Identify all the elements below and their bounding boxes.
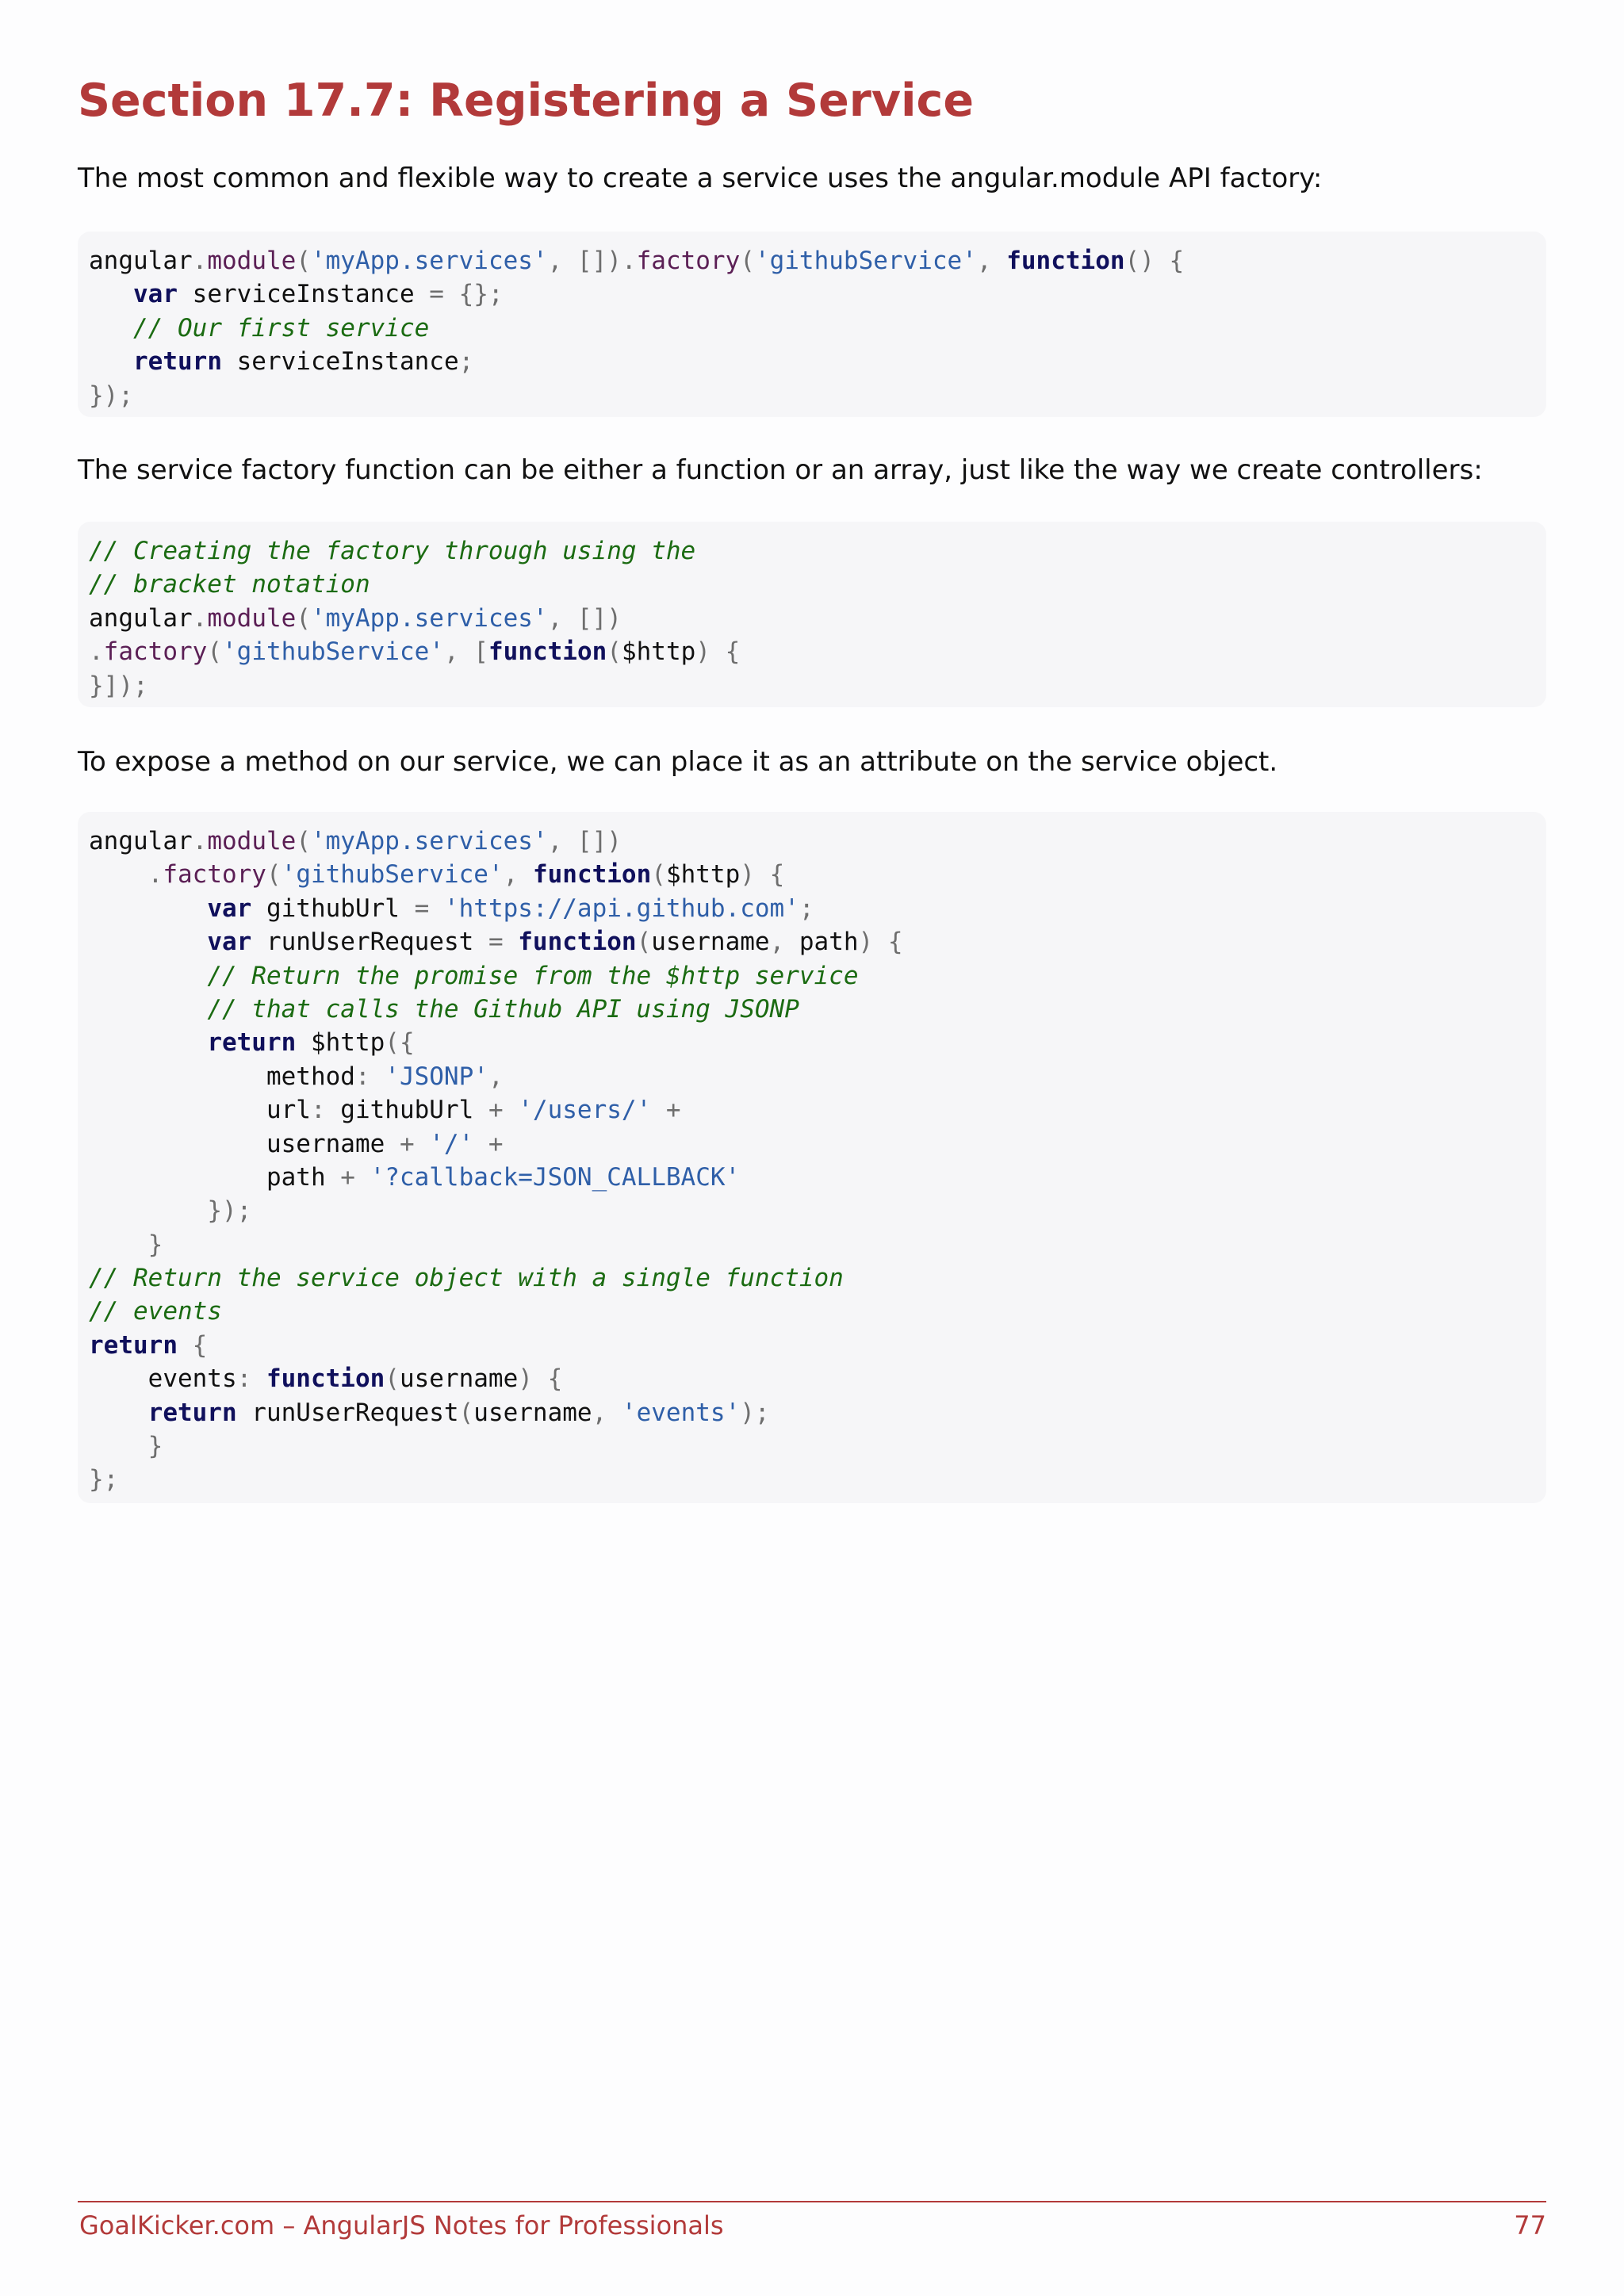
code-token: username xyxy=(473,1398,592,1427)
code-line xyxy=(89,669,1546,702)
footer-divider xyxy=(78,2201,1546,2202)
code-token xyxy=(89,962,207,990)
code-token: . xyxy=(192,827,208,855)
code-token: 'myApp.services' xyxy=(310,603,548,633)
paragraph-array-notation: The service factory function can be either a function or an array, just like the way we create controllers: xyxy=(78,454,1483,486)
code-token: 'events' xyxy=(621,1398,741,1427)
code-line xyxy=(89,1463,1546,1496)
code-line xyxy=(89,925,1546,959)
code-token: , xyxy=(976,247,1007,275)
code-line xyxy=(89,1228,1546,1261)
code-token: , xyxy=(769,928,799,957)
code-token: // Creating the factory through using the xyxy=(89,537,696,565)
code-line xyxy=(89,1329,1546,1362)
code-token xyxy=(89,1028,207,1057)
code-token: username xyxy=(89,1129,400,1158)
code-listing xyxy=(89,534,1546,702)
code-token xyxy=(89,1230,148,1259)
code-token: , []) xyxy=(547,603,622,633)
code-token: '?callback=JSON_CALLBACK' xyxy=(370,1162,741,1192)
code-line xyxy=(89,1127,1546,1161)
code-token: serviceInstance xyxy=(178,280,430,309)
code-token: }); xyxy=(207,1196,252,1226)
code-token: factory xyxy=(163,860,266,890)
code-token: // Return the promise from the $http service xyxy=(207,961,859,990)
code-token xyxy=(89,280,133,308)
code-token: username xyxy=(399,1364,519,1394)
code-line xyxy=(89,825,1546,858)
code-token: 'githubService' xyxy=(754,247,977,275)
code-token xyxy=(89,860,148,889)
code-line xyxy=(89,1093,1546,1127)
code-token: githubUrl xyxy=(340,1096,488,1125)
code-token: // Return the service object with a single function xyxy=(89,1264,844,1293)
code-token: return xyxy=(89,1330,178,1360)
code-token: 'githubService' xyxy=(281,860,504,890)
code-token: . xyxy=(192,247,208,275)
code-line xyxy=(89,1429,1546,1463)
code-token: { xyxy=(177,1330,208,1360)
code-token: , xyxy=(592,1398,622,1427)
code-token: ). xyxy=(607,247,637,275)
code-token: $http xyxy=(296,1028,385,1058)
code-token: $http xyxy=(665,860,741,890)
code-line xyxy=(89,244,1546,277)
code-token: = {}; xyxy=(429,280,504,309)
code-token: module xyxy=(207,603,297,633)
code-token: username xyxy=(651,928,770,957)
code-line xyxy=(89,277,1546,311)
code-token xyxy=(89,347,133,376)
code-token: // events xyxy=(89,1297,222,1326)
code-line xyxy=(89,534,1546,568)
code-token: function xyxy=(518,928,637,957)
code-token: module xyxy=(207,247,297,275)
code-token: module xyxy=(207,827,297,855)
code-token: url xyxy=(89,1096,311,1125)
code-token: factory xyxy=(636,247,741,275)
code-token: path xyxy=(799,928,859,957)
code-token: ( xyxy=(740,247,755,275)
code-listing xyxy=(89,244,1546,412)
code-token: , [] xyxy=(547,247,607,275)
code-token: ( xyxy=(385,1364,400,1394)
code-line xyxy=(89,892,1546,925)
code-token: ( xyxy=(207,637,222,667)
code-token: }; xyxy=(89,1465,119,1494)
paragraph-expose-method: To expose a method on our service, we can place it as an attribute on the service object. xyxy=(78,746,1278,778)
code-token: + xyxy=(651,1096,681,1125)
code-token: 'myApp.services' xyxy=(310,827,548,855)
code-token: 'githubService' xyxy=(222,637,444,667)
code-token: runUserRequest xyxy=(236,1398,459,1427)
code-token: ; xyxy=(458,347,474,377)
code-token: . xyxy=(147,860,163,890)
code-token: return xyxy=(133,347,222,377)
code-token: . xyxy=(192,603,208,633)
code-token: , [ xyxy=(443,637,488,667)
code-token xyxy=(89,894,207,923)
code-token: // bracket notation xyxy=(89,570,370,599)
code-token: serviceInstance xyxy=(221,347,459,377)
code-token: events xyxy=(89,1364,237,1394)
code-token: ( xyxy=(607,637,622,667)
footer-source: GoalKicker.com – AngularJS Notes for Professionals xyxy=(79,2210,724,2241)
code-token: ( xyxy=(296,827,311,855)
code-token xyxy=(89,1196,207,1225)
code-token: var xyxy=(133,280,178,309)
code-line xyxy=(89,379,1546,412)
code-token: + xyxy=(340,1162,370,1192)
code-token xyxy=(89,314,133,342)
section-title: Section 17.7: Registering a Service xyxy=(78,75,975,127)
code-token: ( xyxy=(458,1398,474,1427)
code-token: runUserRequest xyxy=(251,928,488,957)
code-token: () { xyxy=(1124,247,1185,275)
code-line xyxy=(89,1161,1546,1194)
code-token: 'JSONP' xyxy=(385,1062,488,1091)
code-token: } xyxy=(147,1230,163,1259)
code-token xyxy=(89,1399,148,1427)
code-token: '/users/' xyxy=(518,1096,652,1125)
code-token: = xyxy=(414,894,444,923)
code-token: 'https://api.github.com' xyxy=(443,894,799,923)
code-token: function xyxy=(1006,247,1125,275)
code-token: , []) xyxy=(547,827,622,855)
code-token: angular xyxy=(89,603,193,633)
code-token: } xyxy=(147,1432,163,1461)
code-token: ) { xyxy=(518,1364,563,1394)
code-line xyxy=(89,602,1546,635)
code-line xyxy=(89,993,1546,1026)
code-token: factory xyxy=(103,637,208,667)
code-token: angular xyxy=(89,247,193,275)
code-token: // that calls the Github API using JSONP xyxy=(207,994,799,1024)
paragraph-intro: The most common and flexible way to create a service uses the angular.module API factory: xyxy=(78,163,1323,194)
code-token: + xyxy=(488,1096,519,1125)
code-token: : xyxy=(236,1364,266,1394)
code-token: ) { xyxy=(695,637,741,667)
code-line xyxy=(89,345,1546,378)
code-token: = xyxy=(488,928,519,957)
code-line xyxy=(89,568,1546,601)
code-token: : xyxy=(310,1096,341,1125)
code-token: ; xyxy=(799,894,814,923)
code-line xyxy=(89,858,1546,891)
code-token: function xyxy=(488,637,607,667)
code-token: , xyxy=(488,1062,504,1091)
code-line xyxy=(89,1295,1546,1328)
code-token: + xyxy=(473,1129,504,1158)
code-token: '/' xyxy=(429,1129,474,1158)
code-token: function xyxy=(532,860,652,890)
code-token: $http xyxy=(621,637,696,667)
code-token: ( xyxy=(296,247,311,275)
code-token: ( xyxy=(651,860,666,890)
code-token: ) { xyxy=(858,928,903,957)
code-token xyxy=(89,928,207,956)
code-token: angular xyxy=(89,827,193,855)
code-token: ) { xyxy=(740,860,785,890)
code-token: , xyxy=(503,860,533,890)
code-line xyxy=(89,1194,1546,1227)
page-number: 77 xyxy=(1514,2210,1546,2241)
code-line xyxy=(89,1396,1546,1429)
code-token: 'myApp.services' xyxy=(310,247,548,275)
code-token: ( xyxy=(296,603,311,633)
code-line xyxy=(89,1026,1546,1059)
code-token: function xyxy=(266,1364,385,1394)
code-token: var xyxy=(207,894,252,923)
code-token xyxy=(89,1432,148,1460)
code-token: path xyxy=(89,1162,341,1192)
code-token: var xyxy=(207,928,252,957)
code-block-github-service xyxy=(78,812,1546,1503)
code-block-bracket-notation xyxy=(78,522,1546,707)
code-token: ( xyxy=(636,928,652,957)
code-token: ({ xyxy=(385,1028,415,1058)
code-line xyxy=(89,635,1546,668)
code-line xyxy=(89,1261,1546,1295)
code-line xyxy=(89,1362,1546,1395)
code-line xyxy=(89,959,1546,993)
code-token: // Our first service xyxy=(133,313,430,342)
code-token: + xyxy=(399,1129,430,1158)
code-token: ); xyxy=(740,1398,770,1427)
code-line xyxy=(89,312,1546,345)
code-listing xyxy=(89,825,1546,1497)
code-token: return xyxy=(207,1028,297,1058)
code-token: . xyxy=(89,637,104,667)
code-token: githubUrl xyxy=(251,894,415,923)
code-line xyxy=(89,1060,1546,1093)
code-token: }]); xyxy=(89,671,148,700)
code-token xyxy=(89,995,207,1024)
code-block-factory xyxy=(78,232,1546,417)
code-token: return xyxy=(147,1398,237,1427)
code-token: ( xyxy=(266,860,282,890)
code-token: : xyxy=(354,1062,385,1091)
code-token: }); xyxy=(89,381,133,410)
code-token: method xyxy=(89,1062,355,1091)
